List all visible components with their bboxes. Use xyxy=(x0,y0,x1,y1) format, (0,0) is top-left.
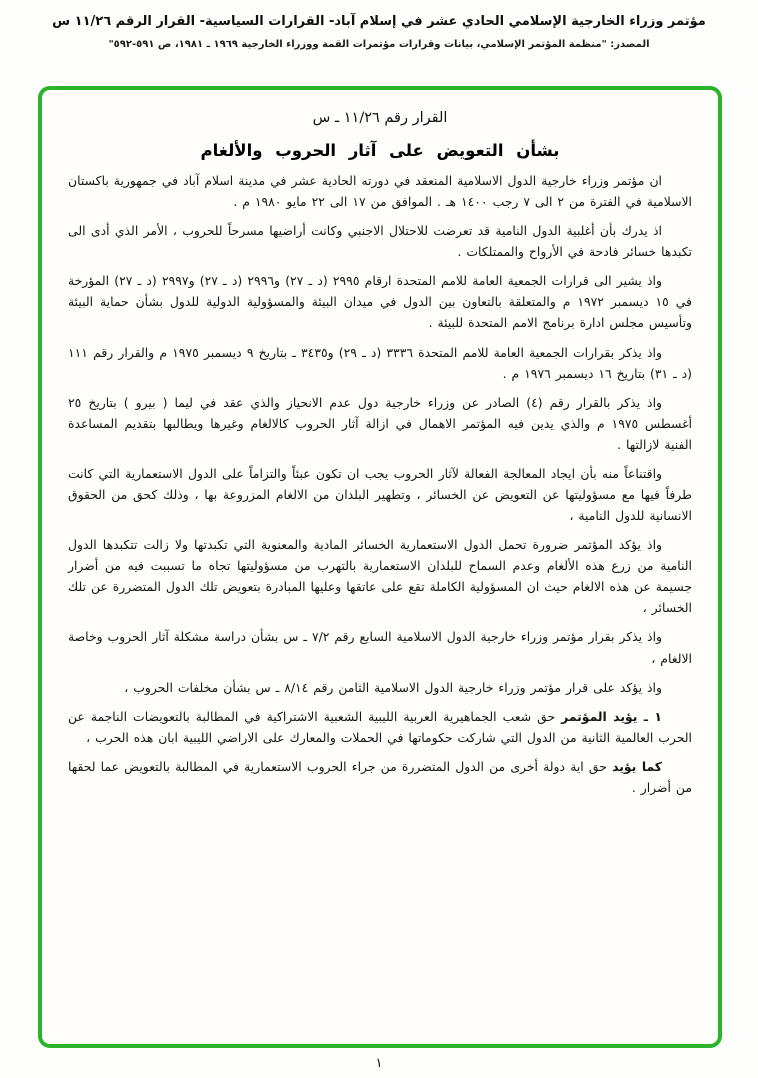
paragraph xyxy=(68,392,692,455)
paragraph xyxy=(68,626,692,668)
paragraph-text: واذ يذكر بالقرار رقم (٤) الصادر عن وزراء خارجية دول عدم الانحياز والذي عقد في ليما ( بيرو ) بتاريخ ٢٥ أغسطس ١٩٧٥ م والذي يدين فيه المؤتمر الاهمال في ازالة آثار الحروب كالالغام وغيرها ويطالبها بتقديم المساعدة الفنية لازالتها . xyxy=(68,394,692,452)
paragraph xyxy=(68,170,692,212)
resolution-body xyxy=(68,170,692,798)
document-source-line: المصدر: "منظمة المؤتمر الإسلامي، بيانات وقرارات مؤتمرات القمة ووزراء الخارجية ١٩٦٩ ـ ١٩٨١، ص ٥٩١-٥٩٢" xyxy=(108,38,650,50)
paragraph-lead: ١ ـ يؤيد المؤتمر xyxy=(561,708,662,724)
document-header-title: مؤتمر وزراء الخارجية الإسلامي الحادي عشر في إسلام آباد- القرارات السياسية- القرار الرقم ١١/٢٦ س xyxy=(52,14,706,29)
paragraph-text: واذ يؤكد على قرار مؤتمر وزراء خارجية الدول الاسلامية الثامن رقم ٨/١٤ ـ س بشأن مخلفات الحروب ، xyxy=(124,679,662,695)
paragraph-text: واذ يذكر بقرار مؤتمر وزراء خارجية الدول الاسلامية السابع رقم ٧/٢ ـ س بشأن دراسة مشكلة آثار الحروب وخاصة الالغام ، xyxy=(68,629,692,666)
paragraph-lead: كما يؤيد xyxy=(612,758,662,774)
paragraph xyxy=(68,534,692,618)
paragraph xyxy=(68,463,692,526)
paragraph xyxy=(68,342,692,384)
paragraph-text: واذ يذكر بقرارات الجمعية العامة للامم المتحدة ٣٣٣٦ (د ـ ٢٩) و٣٤٣٥ ـ بتاريخ ٩ ديسمبر ١٩٧٥ م والقرار رقم ١١١ (د ـ ٣١) بتاريخ ١٦ ديسمبر ١٩٧٦ م . xyxy=(68,344,692,381)
paragraph xyxy=(68,756,692,798)
paragraph xyxy=(68,706,692,748)
paragraph xyxy=(68,677,692,698)
content-border-box xyxy=(38,86,722,1048)
paragraph-text: واقتناعاً منه بأن ايجاد المعالجة الفعالة لآثار الحروب يجب ان تكون عبئاً والتزاماً على الدول الاستعمارية التي كانت طرفاً فيها مع مسؤوليتها عن التعويض عن الخسائر ، وتطهير البلدان من الالغام المزروعة بها ، وذلك كحق من الحقوق الانسانية للدول النامية ، xyxy=(68,465,692,524)
page-number: ١ xyxy=(375,1056,383,1071)
resolution-number: القرار رقم ١١/٢٦ ـ س xyxy=(312,110,448,126)
paragraph-text: واذ يشير الى قرارات الجمعية العامة للامم المتحدة ارقام ٢٩٩٥ (د ـ ٢٧) و٢٩٩٦ (د ـ ٢٧) و٢٩٩٧ (د ـ ٢٧) المؤرخة في ١٥ ديسمبر ١٩٧٢ م والمتعلقة بالتعاون بين الدول في ميدان البيئة والمسؤولية الدولية للدول بشأن حماية البيئة وتأسيس مجلس ادارة برنامج الامم المتحدة للبيئة . xyxy=(68,273,692,331)
paragraph-text: ان مؤتمر وزراء خارجية الدول الاسلامية المنعقد في دورته الحادية عشر في مدينة اسلام آباد في جمهورية باكستان الاسلامية في الفترة من ٢ الى ٧ رجب ١٤٠٠ هـ . الموافق من ١٧ الى ٢٢ مايو ١٩٨٠ م . xyxy=(68,173,692,210)
paragraph-text: حق اية دولة أخرى من الدول المتضررة من جراء الحروب الاستعمارية في المطالبة بالتعويض عما لحقها من أضرار . xyxy=(68,758,692,795)
resolution-title: بشأن التعويض على آثار الحروب والألغام xyxy=(200,141,560,160)
paragraph-text: اذ يدرك بأن أغلبية الدول النامية قد تعرضت للاحتلال الاجنبي وكانت أراضيها مسرحاً للحروب ، الأمر الذي أدى الى تكبدها خسائر فادحة في الأرواح والممتلكات . xyxy=(68,223,692,260)
paragraph-text: واذ يؤكد المؤتمر ضرورة تحمل الدول الاستعمارية الخسائر المادية والمعنوية التي تكبدتها ولا زالت تتكبدها الدول النامية من زرع هذه الألغام وعدم السماح للبلدان الاستعمارية بالتهرب من مسؤوليتها تجاه ما تسببت فيه من أضرار جسيمة عن هذه الالغام حيث ان المسؤولية الكاملة تقع على عاتقها وعليها المبادرة بتعويض تلك الدول المتضررة عن تلك الخسائر ، xyxy=(68,537,692,616)
paragraph xyxy=(68,270,692,333)
paragraph xyxy=(68,220,692,262)
document-header xyxy=(0,0,758,50)
paragraph-text: حق شعب الجماهيرية العربية الليبية الشعبية الاشتراكية في المطالبة بالتعويضات الناجمة عن الحرب العالمية الثانية من الدول التي شاركت حكوماتها في الحملات والمعارك على الاراضي الليبية ابان هذه الحرب ، xyxy=(68,708,692,745)
